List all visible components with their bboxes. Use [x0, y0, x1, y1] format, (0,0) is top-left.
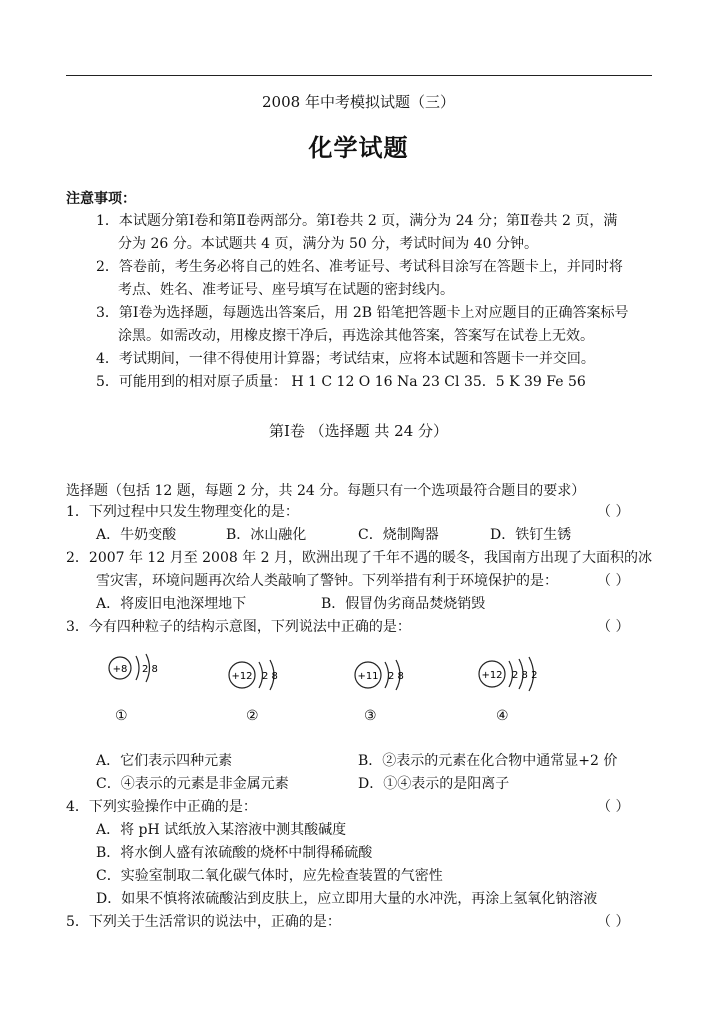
q3-option-a: A．它们表示四种元素 — [96, 753, 233, 769]
mcq-instructions: 选择题（包括 12 题，每题 2 分，共 24 分。每题只有一个选项最符合题目的要求） — [66, 483, 586, 499]
q1-option-c: C．烧制陶器 — [358, 527, 439, 543]
atom-label-2: ② — [246, 708, 259, 724]
atom-diagram-4 — [476, 652, 556, 704]
q2-stem-line1: 2．2007 年 12 月至 2008 年 2 月，欧洲出现了千年不遇的暖冬，我国南方出现了大面积的冰 — [66, 550, 653, 566]
q4-option-a: A．将 pH 试纸放入某溶液中测其酸碱度 — [96, 822, 347, 838]
q3-stem: 3．今有四种粒子的结构示意图，下列说法中正确的是： — [66, 619, 411, 635]
nucleus-charge: +12 — [481, 670, 503, 681]
answer-paren: （ ） — [597, 799, 630, 815]
atom-diagram-1 — [106, 648, 170, 696]
q3-option-b: B．②表示的元素在化合物中通常显+2 价 — [358, 753, 618, 769]
notice-line: 4．考试期间，一律不得使用计算器；考试结束，应将本试题和答题卡一并交回。 — [96, 351, 595, 367]
exam-title: 化学试题 — [308, 134, 409, 162]
atom-diagram-3 — [352, 655, 422, 703]
answer-paren: （ ） — [597, 504, 630, 520]
q2-option-b: B．假冒伪劣商品焚烧销毁 — [321, 596, 486, 612]
notice-line: 3．第Ⅰ卷为选择题，每题选出答案后，用 2B 铅笔把答题卡上对应题目的正确答案标号 — [96, 305, 629, 321]
electron-shells: 2 8 2 — [512, 670, 538, 681]
answer-paren: （ ） — [597, 573, 630, 589]
atom-diagram-2 — [226, 655, 296, 703]
q4-option-b: B．将水倒人盛有浓硫酸的烧杯中制得稀硫酸 — [96, 845, 373, 861]
notice-line: 2．答卷前，考生务必将自己的姓名、准考证号、考试科目涂写在答题卡上，并同时将 — [96, 259, 623, 275]
notice-line: 考点、姓名、准考证号、座号填写在试题的密封线内。 — [118, 282, 454, 298]
q3-option-d: D．①④表示的是阳离子 — [358, 776, 510, 792]
q2-stem-line2: 雪灾害，环境问题再次给人类敲响了警钟。下列举措有利于环境保护的是： — [96, 573, 558, 589]
answer-paren: （ ） — [597, 914, 630, 930]
notice-line: 分为 26 分。本试题共 4 页，满分为 50 分，考试时间为 40 分钟。 — [118, 236, 538, 252]
q1-stem: 1．下列过程中只发生物理变化的是： — [66, 504, 299, 520]
section-title: 第Ⅰ卷 （选择题 共 24 分） — [268, 422, 449, 440]
top-rule — [66, 75, 652, 76]
q4-option-d: D．如果不慎将浓硫酸沾到皮肤上，应立即用大量的水冲洗，再涂上氢氧化钠溶液 — [96, 891, 598, 907]
notice-heading: 注意事项： — [66, 191, 136, 207]
electron-shells: 2 8 — [388, 671, 404, 682]
nucleus-charge: +8 — [112, 664, 128, 675]
q5-stem: 5．下列关于生活常识的说法中，正确的是： — [66, 914, 341, 930]
q4-stem: 4．下列实验操作中正确的是： — [66, 799, 257, 815]
atom-label-1: ① — [115, 708, 128, 724]
notice-line: 5．可能用到的相对原子质量： H 1 C 12 O 16 Na 23 Cl 35．5 K 39 Fe 56 — [96, 374, 586, 390]
answer-paren: （ ） — [597, 619, 630, 635]
nucleus-charge: +11 — [357, 671, 379, 682]
atom-label-4: ④ — [496, 708, 509, 724]
q3-option-c: C．④表示的元素是非金属元素 — [96, 776, 289, 792]
q1-option-b: B．冰山融化 — [226, 527, 307, 543]
q1-option-d: D．铁钉生锈 — [490, 527, 572, 543]
exam-subtitle: 2008 年中考模拟试题（三） — [262, 93, 455, 111]
electron-shells: 2 8 — [142, 664, 158, 675]
q2-option-a: A．将废旧电池深埋地下 — [96, 596, 247, 612]
notice-line: 1．本试题分第Ⅰ卷和第Ⅱ卷两部分。第Ⅰ卷共 2 页，满分为 24 分；第Ⅱ卷共 2 页，满 — [96, 213, 618, 229]
electron-shells: 2 8 — [262, 671, 278, 682]
notice-line: 涂黑。如需改动，用橡皮擦干净后，再选涂其他答案，答案写在试卷上无效。 — [118, 328, 594, 344]
q1-option-a: A．牛奶变酸 — [96, 527, 177, 543]
nucleus-charge: +12 — [231, 671, 253, 682]
q4-option-c: C．实验室制取二氧化碳气体时，应先检查装置的气密性 — [96, 868, 443, 884]
atom-label-3: ③ — [364, 708, 377, 724]
